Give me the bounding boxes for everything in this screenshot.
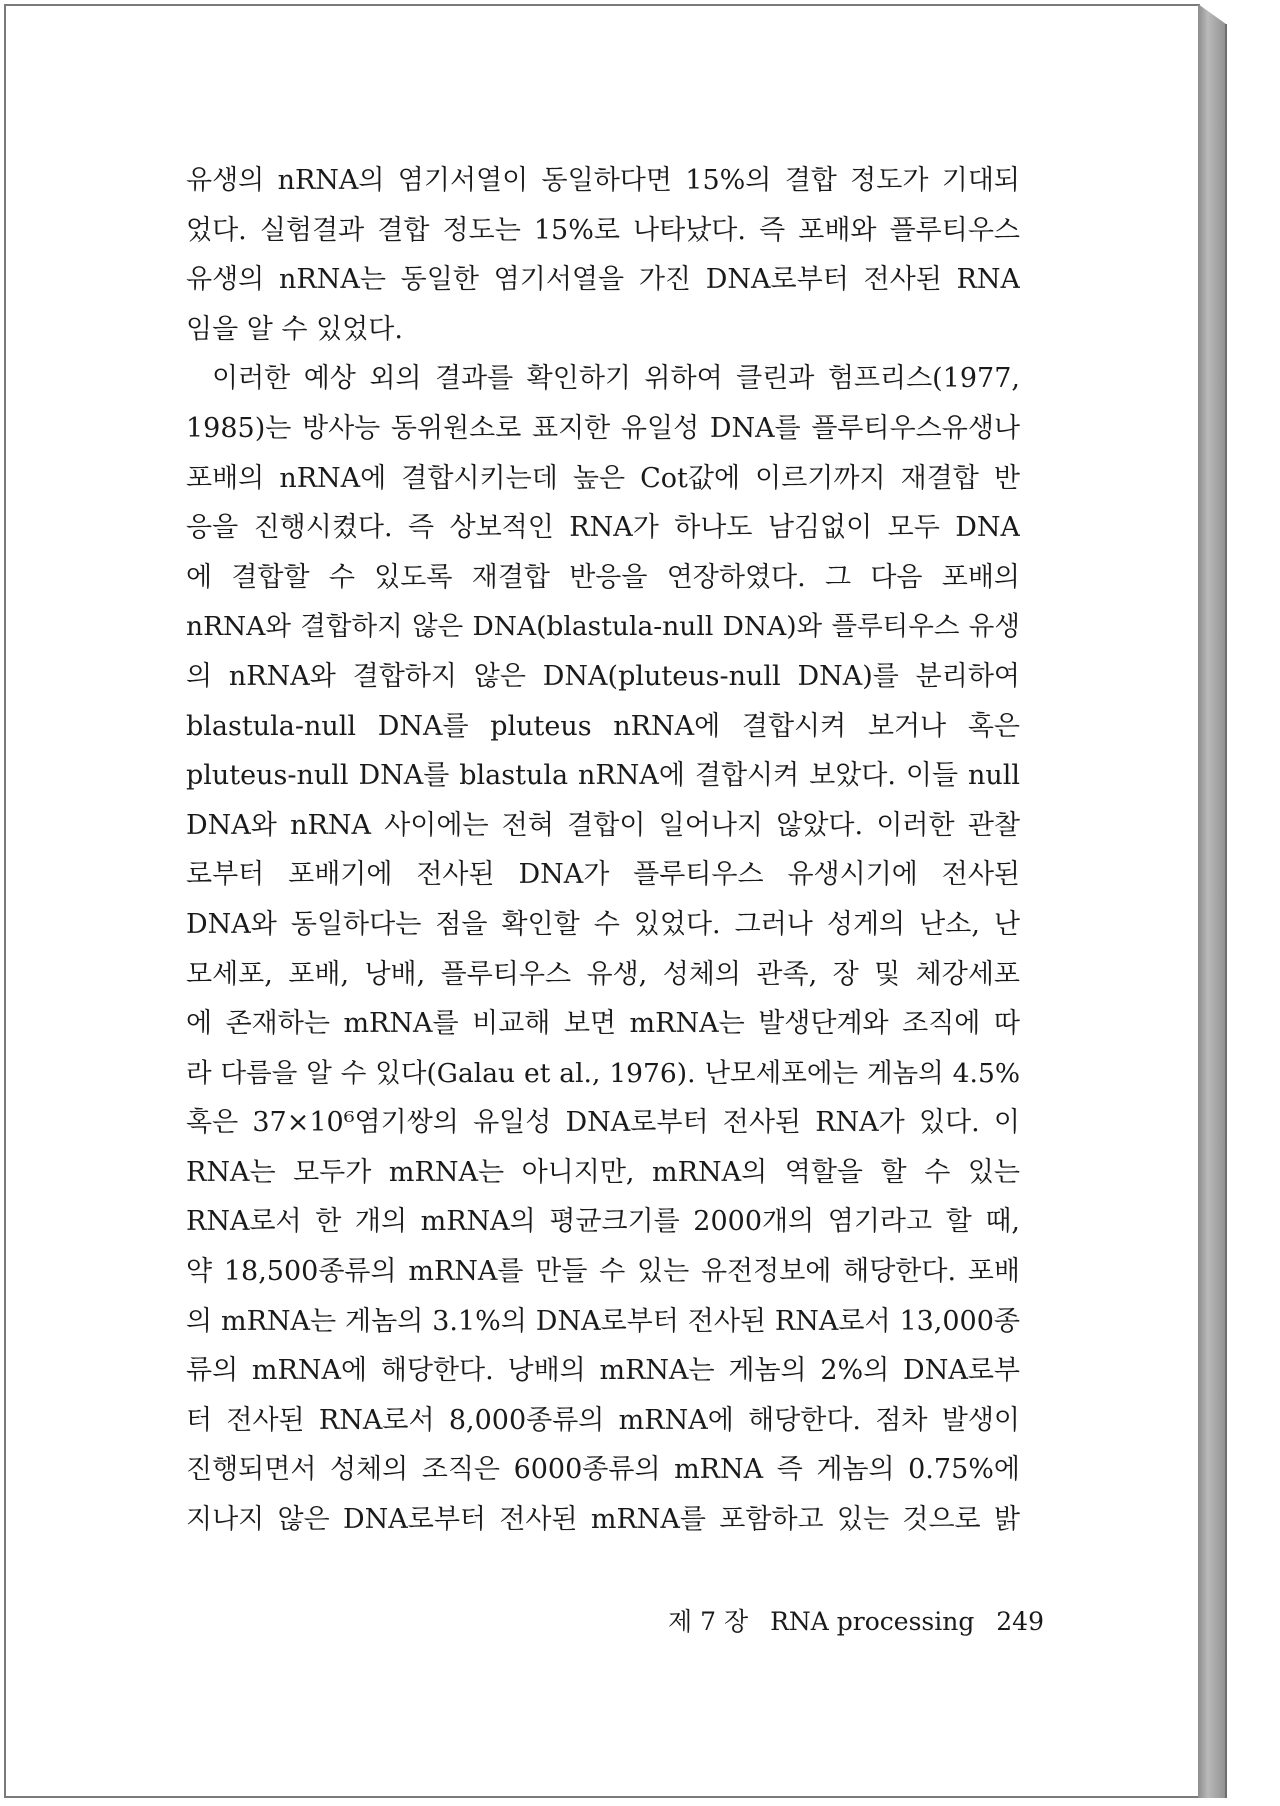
text-line: 에 결합할 수 있도록 재결합 반응을 연장하였다. 그 다음 포배의	[186, 561, 1020, 593]
text-line: 류의 mRNA에 해당한다. 낭배의 mRNA는 게놈의 2%의 DNA로부	[186, 1355, 1020, 1387]
book-page	[4, 4, 1200, 1798]
text-line: 유생의 nRNA는 동일한 염기서열을 가진 DNA로부터 전사된 RNA	[186, 264, 1020, 296]
text-line: 지나지 않은 DNA로부터 전사된 mRNA를 포함하고 있는 것으로 밝	[186, 1504, 1020, 1536]
text-line: 임을 알 수 있었다.	[186, 313, 403, 345]
text-line: 에 존재하는 mRNA를 비교해 보면 mRNA는 발생단계와 조직에 따	[186, 1008, 1020, 1040]
text-line: 혹은 37×10⁶염기쌍의 유일성 DNA로부터 전사된 RNA가 있다. 이	[186, 1107, 1020, 1139]
text-line: DNA와 동일하다는 점을 확인할 수 있었다. 그러나 성게의 난소, 난	[186, 908, 1020, 940]
paragraph-1	[186, 156, 1020, 354]
text-line: 포배의 nRNA에 결합시키는데 높은 Cot값에 이르기까지 재결합 반	[186, 462, 1020, 494]
text-line: 터 전사된 RNA로서 8,000종류의 mRNA에 해당한다. 점차 발생이	[186, 1404, 1020, 1436]
page-stack-edge	[1198, 4, 1226, 1798]
text-line: nRNA와 결합하지 않은 DNA(blastula-null DNA)와 플루티우스 유생	[186, 611, 1020, 643]
text-line: 진행되면서 성체의 조직은 6000종류의 mRNA 즉 게놈의 0.75%에	[186, 1454, 1020, 1486]
text-line: 유생의 nRNA의 염기서열이 동일하다면 15%의 결합 정도가 기대되	[186, 165, 1020, 196]
text-line: 1985)는 방사능 동위원소로 표지한 유일성 DNA를 플루티우스유생나	[186, 412, 1020, 444]
paragraph-2	[186, 354, 1020, 1544]
text-line: 약 18,500종류의 mRNA를 만들 수 있는 유전정보에 해당한다. 포배	[186, 1256, 1020, 1288]
text-line: RNA로서 한 개의 mRNA의 평균크기를 2000개의 염기라고 할 때,	[186, 1206, 1020, 1238]
text-line: RNA는 모두가 mRNA는 아니지만, mRNA의 역할을 할 수 있는	[186, 1156, 1020, 1188]
text-line: blastula-null DNA를 pluteus nRNA에 결합시켜 보거나 혹은	[186, 710, 1020, 742]
text-line: 의 nRNA와 결합하지 않은 DNA(pluteus-null DNA)를 분리하여	[186, 660, 1020, 692]
text-line: 었다. 실험결과 결합 정도는 15%로 나타났다. 즉 포배와 플루티우스	[186, 214, 1020, 246]
body-text	[186, 156, 1020, 1545]
chapter-label: 제 7 장	[668, 1607, 749, 1636]
chapter-title: RNA processing	[770, 1607, 975, 1636]
text-line: 라 다름을 알 수 있다(Galau et al., 1976). 난모세포에는 게놈의 4.5%	[186, 1057, 1020, 1089]
page-edge-line	[1225, 24, 1227, 1798]
text-line: 의 mRNA는 게놈의 3.1%의 DNA로부터 전사된 RNA로서 13,000종	[186, 1305, 1020, 1337]
text-line: pluteus-null DNA를 blastula nRNA에 결합시켜 보았다. 이들 null	[186, 760, 1020, 792]
text-line: 이러한 예상 외의 결과를 확인하기 위하여 클린과 험프리스(1977,	[212, 363, 1020, 395]
text-line: 응을 진행시켰다. 즉 상보적인 RNA가 하나도 남김없이 모두 DNA	[186, 512, 1020, 544]
text-line: 모세포, 포배, 낭배, 플루티우스 유생, 성체의 관족, 장 및 체강세포	[186, 958, 1020, 990]
page-number: 249	[996, 1607, 1044, 1636]
text-line: DNA와 nRNA 사이에는 전혀 결합이 일어나지 않았다. 이러한 관찰	[186, 809, 1020, 841]
running-footer	[668, 1602, 1044, 1638]
text-line: 로부터 포배기에 전사된 DNA가 플루티우스 유생시기에 전사된	[186, 859, 1020, 891]
